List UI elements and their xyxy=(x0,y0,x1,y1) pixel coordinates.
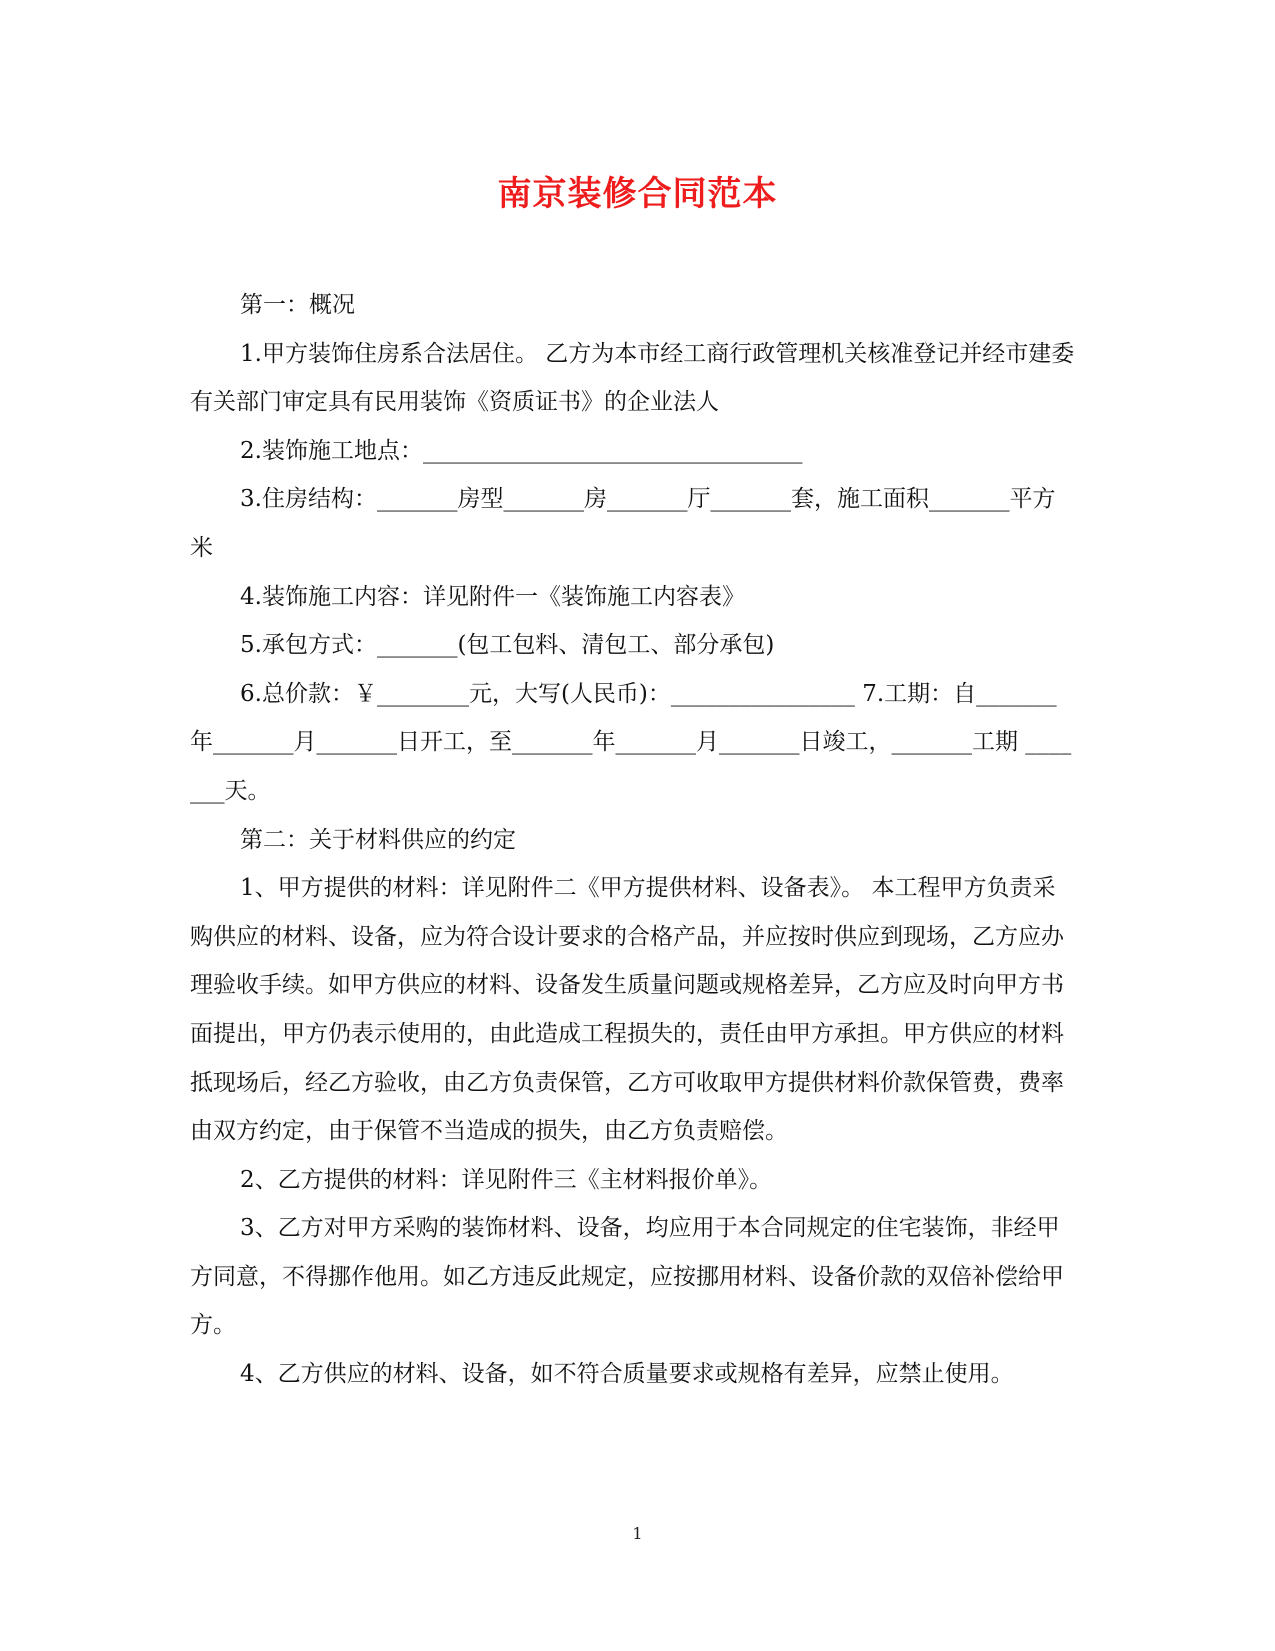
paragraph: 4.装饰施工内容：详见附件一《装饰施工内容表》 xyxy=(240,583,745,610)
paragraph: 3、乙方对甲方采购的装饰材料、设备，均应用于本合同规定的住宅装饰，非经甲方同意，不得挪作他用。如乙方违反此规定，应按挪用材料、设备价款的双倍补偿给甲方。 xyxy=(190,1215,1064,1339)
page-number: 1 xyxy=(632,1524,643,1543)
paragraph: 5.承包方式：_______(包工包料、清包工、部分承包) xyxy=(240,632,775,659)
paragraph: 1.甲方装饰住房系合法居住。 乙方为本市经工商行政管理机关核准登记并经市建委有关部门审定具有民用装饰《资质证书》的企业法人 xyxy=(190,340,1075,416)
section-heading: 第一：概况 xyxy=(240,292,355,318)
paragraph: 3.住房结构：_______房型_______房_______厅_______套，施工面积_______平方米 xyxy=(190,486,1056,561)
paragraph: 4、乙方供应的材料、设备，如不符合质量要求或规格有差异，应禁止使用。 xyxy=(240,1361,1014,1388)
document-body xyxy=(190,281,1077,1399)
paragraph: 2.装饰施工地点：_________________________________ xyxy=(240,437,803,464)
section-heading: 第二：关于材料供应的约定 xyxy=(240,826,516,853)
paragraph: 6.总价款：￥________元，大写(人民币)：________________ 7.工期：自_______年_______月_______日开工，至_______年_______月_______日竣工，_______工期 _______天。 xyxy=(190,680,1072,804)
paragraph: 1、甲方提供的材料：详见附件二《甲方提供材料、设备表》。 本工程甲方负责采购供应的材料、设备，应为符合设计要求的合格产品，并应按时供应到现场，乙方应办理验收手续。如甲方供应的材料、设备发生质量问题或规格差异，乙方应及时向甲方书面提出，甲方仍表示使用的，由此造成工程损失的，责任由甲方承担。甲方供应的材料抵现场后，经乙方验收，由乙方负责保管，乙方可收取甲方提供材料价款保管费，费率由双方约定，由于保管不当造成的损失，由乙方负责赔偿。 xyxy=(190,875,1064,1145)
paragraph: 2、乙方提供的材料：详见附件三《主材料报价单》。 xyxy=(240,1166,773,1193)
document-title: 南京装修合同范本 xyxy=(497,174,778,214)
